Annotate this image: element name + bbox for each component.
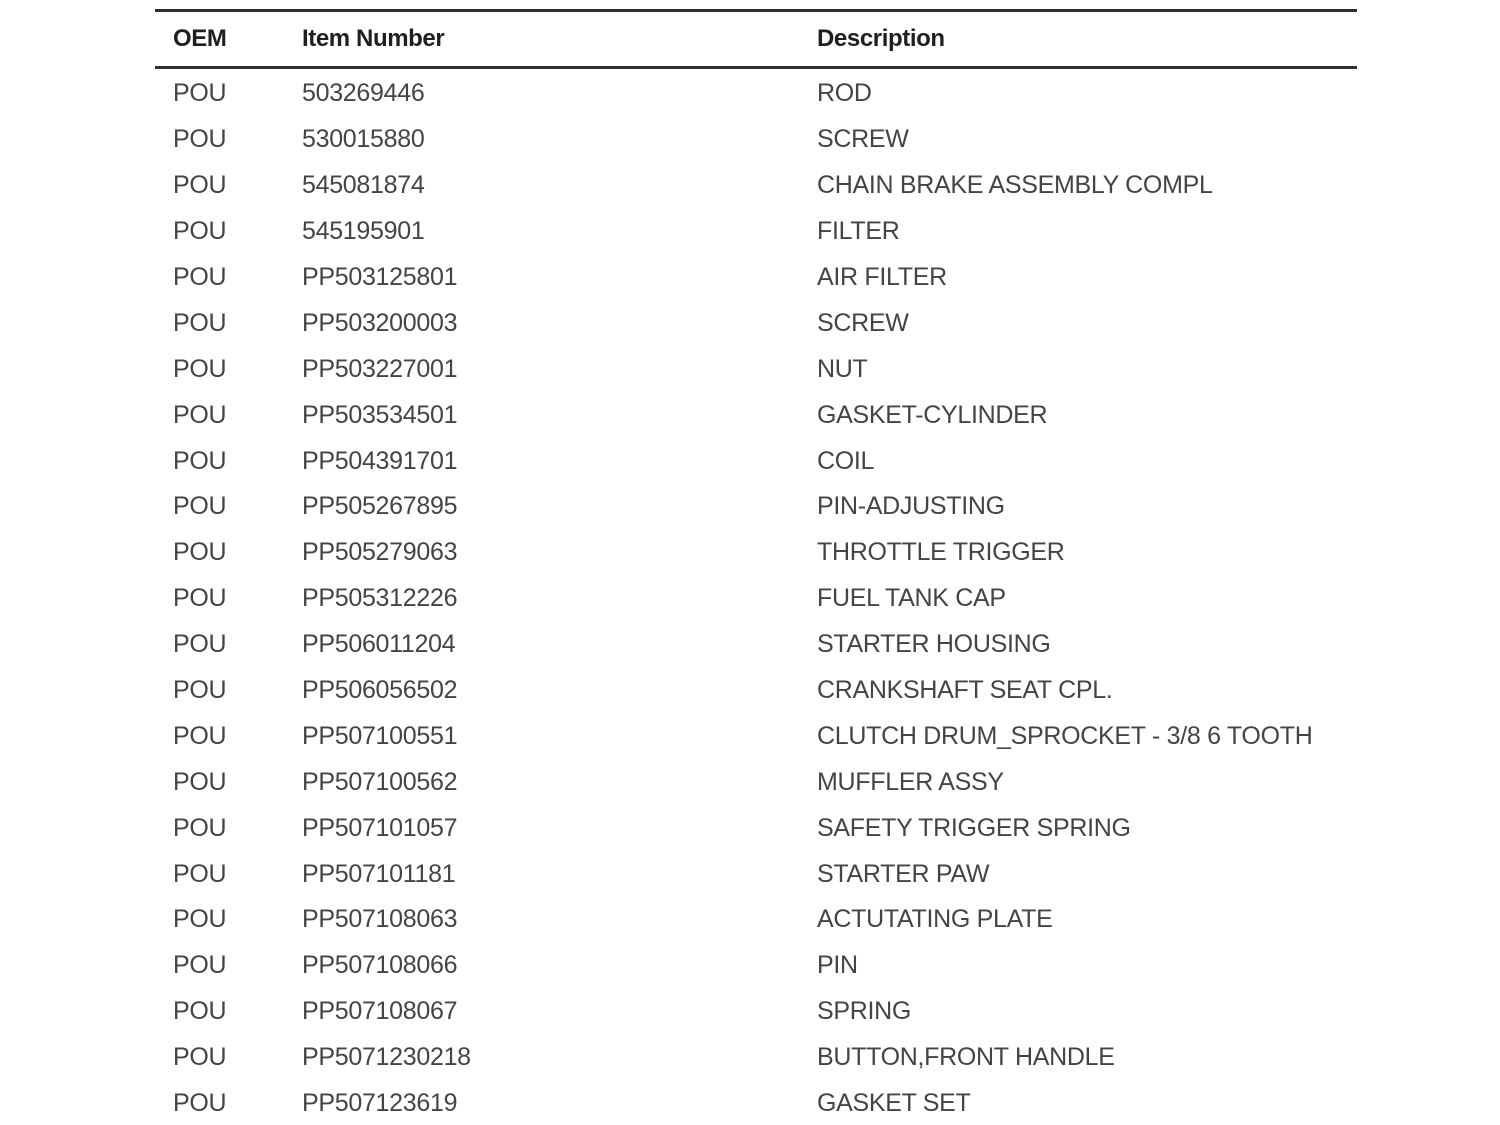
cell-description: ACTUTATING PLATE (817, 905, 1053, 934)
cell-oem: POU (173, 859, 227, 888)
cell-description: THROTTLE TRIGGER (817, 538, 1065, 567)
cell-description: PIN-ADJUSTING (817, 492, 1005, 521)
cell-item-number: PP507100551 (302, 721, 458, 750)
cell-item-number: PP505267895 (302, 492, 458, 521)
cell-oem: POU (173, 997, 227, 1026)
table-row (155, 943, 1357, 989)
cell-description: SCREW (817, 308, 909, 337)
cell-item-number: PP504391701 (302, 446, 458, 475)
cell-item-number: 503269446 (302, 79, 425, 108)
table-row (155, 805, 1357, 851)
cell-oem: POU (173, 905, 227, 934)
table-row (155, 1035, 1357, 1081)
parts-table (155, 9, 1357, 1125)
cell-item-number: PP505279063 (302, 538, 458, 567)
header-oem: OEM (173, 25, 227, 52)
cell-item-number: PP503534501 (302, 400, 458, 429)
cell-oem: POU (173, 630, 227, 659)
cell-item-number: 530015880 (302, 125, 425, 154)
header-description: Description (817, 25, 945, 52)
cell-description: GASKET-CYLINDER (817, 400, 1048, 429)
cell-description: FUEL TANK CAP (817, 584, 1006, 613)
table-row (155, 759, 1357, 805)
cell-item-number: PP507123619 (302, 1089, 458, 1118)
table-row (155, 668, 1357, 714)
cell-oem: POU (173, 1089, 227, 1118)
cell-description: COIL (817, 446, 875, 475)
cell-item-number: PP503125801 (302, 263, 458, 291)
cell-oem: POU (173, 354, 227, 383)
cell-item-number: PP507101057 (302, 813, 458, 842)
table-row (155, 1081, 1357, 1125)
cell-oem: POU (173, 538, 227, 567)
cell-item-number: PP505312226 (302, 584, 458, 613)
cell-oem: POU (173, 1043, 227, 1072)
table-row (155, 163, 1357, 209)
cell-oem: POU (173, 767, 227, 796)
cell-description: AIR FILTER (817, 263, 947, 291)
cell-description: SCREW (817, 125, 909, 154)
table-row (155, 484, 1357, 530)
cell-oem: POU (173, 400, 227, 429)
cell-oem: POU (173, 584, 227, 613)
cell-description: GASKET SET (817, 1089, 971, 1118)
cell-description: STARTER HOUSING (817, 630, 1051, 659)
table-row (155, 622, 1357, 668)
cell-item-number: PP507101181 (302, 859, 456, 888)
cell-item-number: PP507108063 (302, 905, 458, 934)
cell-oem: POU (173, 721, 227, 750)
table-row (155, 713, 1357, 759)
table-row (155, 71, 1357, 117)
cell-description: BUTTON,FRONT HANDLE (817, 1043, 1115, 1072)
cell-item-number: 545195901 (302, 217, 425, 246)
cell-oem: POU (173, 308, 227, 337)
cell-description: CHAIN BRAKE ASSEMBLY COMPL (817, 171, 1213, 200)
table-row (155, 392, 1357, 438)
cell-item-number: PP507100562 (302, 767, 458, 796)
table-row (155, 576, 1357, 622)
cell-description: NUT (817, 354, 868, 383)
cell-oem: POU (173, 813, 227, 842)
cell-item-number: PP507108067 (302, 997, 458, 1026)
cell-oem: POU (173, 446, 227, 475)
cell-description: FILTER (817, 217, 900, 246)
cell-description: MUFFLER ASSY (817, 767, 1004, 796)
cell-oem: POU (173, 171, 227, 200)
table-row (155, 851, 1357, 897)
cell-item-number: PP506056502 (302, 676, 458, 705)
cell-description: STARTER PAW (817, 859, 990, 888)
table-header-row (155, 12, 1357, 66)
table-row (155, 346, 1357, 392)
cell-oem: POU (173, 217, 227, 246)
table-row (155, 897, 1357, 943)
table-row (155, 300, 1357, 346)
cell-oem: POU (173, 263, 227, 291)
cell-oem: POU (173, 492, 227, 521)
table-body (155, 69, 1357, 1125)
table-row (155, 209, 1357, 255)
cell-oem: POU (173, 125, 227, 154)
cell-description: CLUTCH DRUM_SPROCKET - 3/8 6 TOOTH (817, 721, 1313, 750)
cell-item-number: PP507108066 (302, 951, 458, 980)
cell-item-number: PP506011204 (302, 630, 456, 659)
cell-description: SAFETY TRIGGER SPRING (817, 813, 1131, 842)
cell-oem: POU (173, 79, 227, 108)
cell-description: SPRING (817, 997, 912, 1026)
cell-description: CRANKSHAFT SEAT CPL. (817, 676, 1113, 705)
cell-item-number: 545081874 (302, 171, 425, 200)
cell-description: PIN (817, 951, 858, 980)
table-row (155, 438, 1357, 484)
cell-item-number: PP503200003 (302, 308, 458, 337)
cell-oem: POU (173, 676, 227, 705)
table-row (155, 255, 1357, 301)
table-row (155, 989, 1357, 1035)
cell-item-number: PP5071230218 (302, 1043, 471, 1072)
cell-description: ROD (817, 79, 872, 108)
table-row (155, 117, 1357, 163)
header-item-number: Item Number (302, 25, 445, 52)
cell-item-number: PP503227001 (302, 354, 458, 383)
table-row (155, 530, 1357, 576)
cell-oem: POU (173, 951, 227, 980)
